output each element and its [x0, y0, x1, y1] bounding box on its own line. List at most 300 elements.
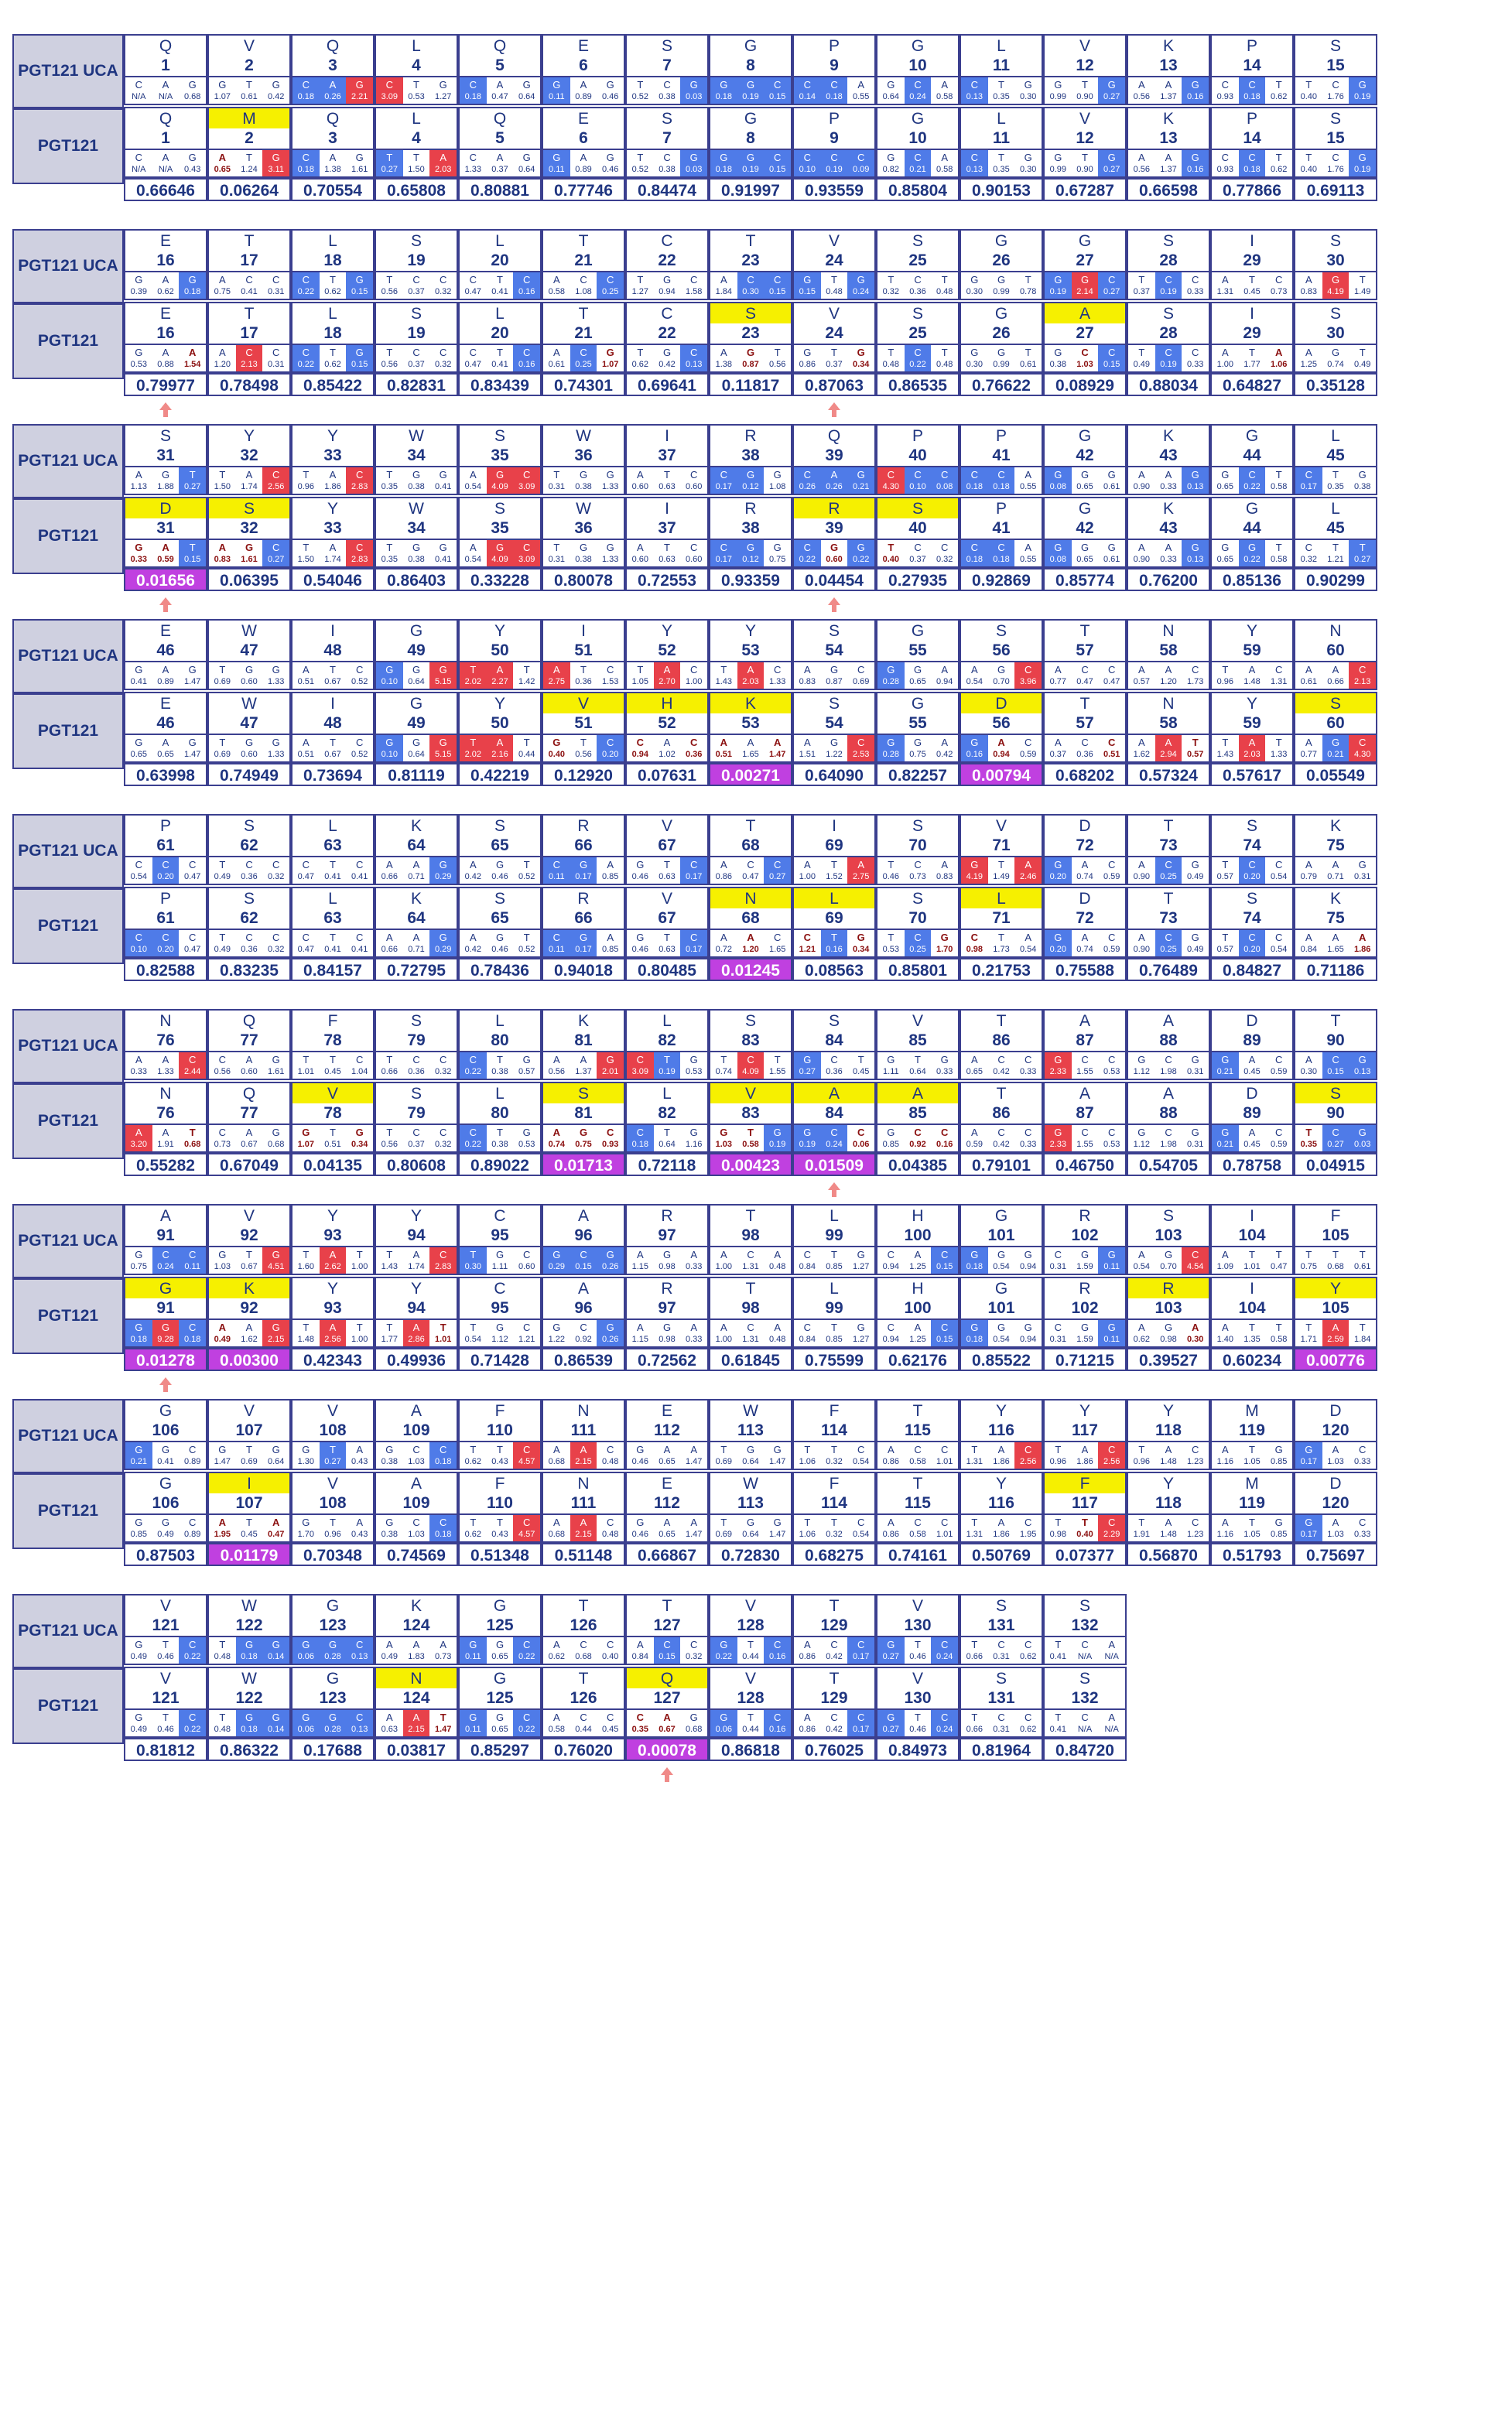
nucleotide-base: C [355, 542, 364, 553]
nucleotide [627, 1442, 654, 1469]
nucleotide-base: C [663, 1639, 671, 1650]
nucleotide [1182, 150, 1209, 176]
nucleotide-row [375, 1246, 458, 1275]
nucleotide [570, 272, 597, 299]
position-column [960, 1399, 1043, 1585]
amino-acid: P [792, 107, 876, 128]
nucleotide-score: 2.56 [324, 1335, 341, 1344]
nucleotide-row [709, 466, 792, 495]
nucleotide-score: 0.45 [324, 1067, 341, 1076]
nucleotide [570, 77, 597, 104]
nucleotide-base: A [470, 542, 477, 553]
nucleotide-score: 1.16 [1216, 1457, 1234, 1466]
nucleotide [209, 467, 236, 494]
nucleotide-row [375, 1636, 458, 1665]
nucleotide-score: 0.33 [130, 1067, 148, 1076]
position-score: 0.54046 [291, 568, 375, 591]
nucleotide-score: 0.54 [852, 1530, 870, 1539]
nucleotide-score: 0.59 [966, 1140, 983, 1149]
nucleotide-score: N/A [132, 92, 146, 101]
position-number: 41 [960, 518, 1043, 539]
nucleotide-base: G [830, 737, 839, 748]
nucleotide-base: A [663, 664, 671, 675]
nucleotide-score: 0.17 [852, 1652, 870, 1661]
nucleotide-base: G [997, 664, 1006, 675]
nucleotide-row [1294, 271, 1377, 300]
nucleotide-base: A [162, 152, 169, 163]
nucleotide-score: 0.49 [381, 1652, 399, 1661]
nucleotide-base: C [830, 1639, 838, 1650]
nucleotide-row [207, 344, 291, 373]
nucleotide [346, 735, 373, 761]
nucleotide-score: 0.37 [491, 165, 508, 174]
position-score: 0.87063 [792, 373, 876, 396]
nucleotide-base: G [746, 469, 755, 481]
nucleotide-base: C [914, 1517, 922, 1528]
position-number: 131 [960, 1688, 1043, 1708]
amino-acid: A [1127, 1082, 1210, 1103]
nucleotide-base: T [831, 859, 837, 870]
amino-acid: Y [291, 1277, 375, 1298]
nucleotide [680, 345, 707, 371]
nucleotide [460, 1247, 487, 1274]
nucleotide-base: A [1138, 1322, 1145, 1333]
nucleotide [1072, 1710, 1099, 1736]
nucleotide [513, 150, 540, 176]
position-number: 6 [542, 128, 625, 149]
nucleotide-score: 0.17 [685, 872, 703, 881]
nucleotide [429, 1515, 457, 1541]
mutated-amino-acid: D [960, 692, 1043, 713]
nucleotide-row [291, 1051, 375, 1080]
nucleotide-base: C [636, 1054, 645, 1065]
nucleotide-base: T [1025, 274, 1031, 286]
nucleotide-row [124, 929, 207, 958]
nucleotide-score: 1.70 [936, 945, 953, 954]
nucleotide [847, 1515, 874, 1541]
nucleotide [847, 150, 874, 176]
position-score: 0.84720 [1043, 1738, 1127, 1761]
nucleotide [1098, 1125, 1125, 1151]
nucleotide-base: A [470, 932, 477, 943]
nucleotide-base: C [1191, 664, 1199, 675]
nucleotide-base: C [1332, 1054, 1339, 1065]
position-score: 0.05549 [1294, 763, 1377, 786]
position-score: 0.66867 [625, 1543, 709, 1566]
nucleotide-base: G [636, 859, 645, 870]
arrow-stem [163, 1384, 168, 1392]
nucleotide-base: T [831, 1517, 837, 1528]
nucleotide-score: 0.35 [1327, 482, 1344, 491]
nucleotide-score: 2.56 [1019, 1457, 1037, 1466]
position-number: 35 [458, 518, 542, 539]
nucleotide [931, 662, 958, 689]
nucleotide-score: 0.27 [1103, 92, 1120, 101]
nucleotide-score: 0.69 [214, 750, 231, 759]
nucleotide-row [792, 149, 876, 178]
nucleotide-score: 1.37 [1160, 165, 1177, 174]
position-score: 0.71186 [1294, 958, 1377, 981]
amino-acid: S [1294, 302, 1377, 323]
uca-position-number: 47 [207, 641, 291, 661]
nucleotide-base: G [857, 1249, 865, 1260]
nucleotide-score: 1.43 [1216, 750, 1234, 759]
nucleotide [1212, 150, 1239, 176]
position-number: 10 [876, 128, 960, 149]
uca-amino-acid: S [1127, 1204, 1210, 1226]
nucleotide [320, 1247, 347, 1274]
nucleotide-base: C [606, 1127, 614, 1138]
nucleotide [403, 662, 430, 689]
nucleotide-row [542, 539, 625, 568]
nucleotide [403, 735, 430, 761]
nucleotide-base: G [1191, 152, 1199, 163]
nucleotide-score: 0.59 [1019, 750, 1037, 759]
nucleotide-score: 0.33 [1160, 555, 1177, 564]
nucleotide [179, 930, 206, 956]
nucleotide-score: 0.29 [434, 945, 452, 954]
nucleotide-score: 0.56 [381, 1140, 399, 1149]
nucleotide-score: 0.19 [1353, 92, 1371, 101]
nucleotide-score: 0.37 [909, 555, 926, 564]
nucleotide-score: 0.17 [1300, 1457, 1318, 1466]
nucleotide-row [876, 271, 960, 300]
nucleotide-base: T [804, 1444, 811, 1455]
uca-position-number: 41 [960, 446, 1043, 466]
nucleotide-row [876, 856, 960, 885]
nucleotide-score: 0.54 [993, 1262, 1010, 1271]
nucleotide-score: 0.10 [909, 482, 926, 491]
uca-amino-acid: G [960, 1204, 1043, 1226]
nucleotide-score: 0.22 [518, 1725, 535, 1734]
nucleotide-base: A [804, 1639, 811, 1650]
nucleotide-score: 0.88 [157, 360, 174, 369]
uca-amino-acid: S [1043, 1594, 1127, 1616]
nucleotide-score: 0.19 [659, 1067, 676, 1076]
nucleotide-base: G [606, 1249, 614, 1260]
position-number: 97 [625, 1298, 709, 1318]
nucleotide-score: 0.62 [1133, 1335, 1151, 1344]
nucleotide-score: 0.32 [434, 1067, 452, 1076]
amino-acid: F [792, 1472, 876, 1493]
nucleotide-row [876, 1513, 960, 1543]
nucleotide-base: G [272, 737, 280, 748]
nucleotide-score: 1.47 [768, 1530, 786, 1539]
nucleotide-base: T [1275, 737, 1282, 748]
nucleotide-base: G [272, 1712, 280, 1723]
nucleotide-score: 0.46 [601, 165, 619, 174]
nucleotide-score: 1.00 [715, 1262, 733, 1271]
nucleotide-score: 0.33 [130, 555, 148, 564]
nucleotide-base: A [1025, 469, 1032, 481]
nucleotide-base: G [439, 469, 447, 481]
nucleotide [931, 1515, 958, 1541]
nucleotide-base: C [914, 932, 922, 943]
arrow-stem [832, 604, 836, 612]
nucleotide-score: 0.49 [1186, 945, 1204, 954]
nucleotide-base: G [495, 1322, 505, 1333]
nucleotide-base: T [330, 1517, 336, 1528]
position-column [1210, 814, 1294, 1000]
nucleotide-base: G [1331, 274, 1340, 286]
nucleotide [794, 272, 821, 299]
uca-amino-acid: W [709, 1399, 792, 1421]
nucleotide [1014, 345, 1042, 371]
nucleotide [1128, 930, 1155, 956]
nucleotide-base: C [522, 1249, 531, 1260]
nucleotide [460, 272, 487, 299]
nucleotide-score: 1.00 [1216, 360, 1234, 369]
nucleotide-base: G [606, 1322, 614, 1333]
nucleotide [764, 1052, 791, 1079]
nucleotide-base: A [553, 274, 560, 286]
nucleotide [737, 150, 765, 176]
uca-position-number: 59 [1210, 641, 1294, 661]
nucleotide-row [291, 539, 375, 568]
nucleotide [1182, 345, 1209, 371]
nucleotide-row [207, 1513, 291, 1543]
amino-acid: Q [291, 107, 375, 128]
nucleotide-score: 1.31 [742, 1335, 759, 1344]
position-column [458, 814, 542, 1000]
nucleotide-score: 5.15 [434, 677, 452, 686]
uca-amino-acid: A [542, 1204, 625, 1226]
nucleotide [737, 1320, 765, 1346]
uca-amino-acid: K [375, 814, 458, 836]
nucleotide-row [960, 76, 1043, 105]
nucleotide [487, 1637, 514, 1664]
nucleotide-score: 0.44 [742, 1725, 759, 1734]
nucleotide-base: C [1274, 664, 1283, 675]
position-number: 74 [1210, 908, 1294, 929]
nucleotide [376, 930, 403, 956]
nucleotide-score: 0.41 [491, 287, 508, 296]
position-column [1043, 814, 1127, 1000]
nucleotide-base: T [720, 664, 727, 675]
nucleotide [1155, 272, 1182, 299]
position-column [1294, 424, 1377, 610]
nucleotide-score: 0.25 [601, 287, 619, 296]
nucleotide-base: G [1107, 1249, 1116, 1260]
nucleotide-base: A [857, 79, 865, 91]
nucleotide-row [1127, 466, 1210, 495]
nucleotide [627, 150, 654, 176]
nucleotide-row [960, 1318, 1043, 1348]
nucleotide-base: G [1080, 469, 1090, 481]
nucleotide-score: 0.33 [1019, 1140, 1037, 1149]
nucleotide-base: A [1138, 932, 1145, 943]
nucleotide-score: 0.49 [214, 872, 231, 881]
nucleotide-score: 0.44 [575, 1725, 592, 1734]
uca-amino-acid: T [1127, 814, 1210, 836]
uca-position-number: 117 [1043, 1421, 1127, 1441]
nucleotide [737, 1515, 765, 1541]
nucleotide [737, 467, 765, 494]
nucleotide-base: A [1248, 1127, 1256, 1138]
nucleotide-score: 2.59 [1327, 1335, 1344, 1344]
nucleotide-base: C [1107, 1054, 1116, 1065]
nucleotide-base: C [830, 79, 838, 91]
nucleotide-base: T [303, 542, 310, 553]
nucleotide-base: A [135, 1127, 142, 1138]
amino-acid: Q [207, 1082, 291, 1103]
nucleotide-score: 0.68 [183, 92, 201, 101]
nucleotide-score: 0.15 [768, 165, 786, 174]
nucleotide-base: T [747, 1127, 754, 1138]
nucleotide [905, 345, 932, 371]
nucleotide [1182, 930, 1209, 956]
nucleotide-score: 0.56 [1133, 165, 1151, 174]
nucleotide-score: 0.62 [1019, 1725, 1037, 1734]
nucleotide-base: T [246, 1444, 252, 1455]
nucleotide-score: 0.30 [742, 287, 759, 296]
uca-position-number: 131 [960, 1616, 1043, 1636]
nucleotide [737, 930, 765, 956]
nucleotide-score: 0.30 [1300, 1067, 1318, 1076]
nucleotide-base: C [636, 1712, 645, 1723]
position-number: 121 [124, 1688, 207, 1708]
nucleotide-row [1127, 76, 1210, 105]
position-number: 132 [1043, 1688, 1127, 1708]
nucleotide-score: 5.15 [434, 750, 452, 759]
nucleotide-base: A [1222, 347, 1229, 358]
nucleotide-base: T [219, 469, 226, 481]
nucleotide-row [1043, 1246, 1127, 1275]
nucleotide-base: G [439, 79, 447, 91]
nucleotide-score: 1.01 [936, 1457, 953, 1466]
position-number: 114 [792, 1493, 876, 1513]
nucleotide [988, 1125, 1015, 1151]
nucleotide-base: C [218, 1127, 227, 1138]
nucleotide-base: C [857, 664, 865, 675]
nucleotide [125, 1442, 152, 1469]
nucleotide [513, 930, 540, 956]
nucleotide-base: G [495, 469, 505, 481]
nucleotide-score: 0.47 [464, 287, 482, 296]
uca-amino-acid: Y [960, 1399, 1043, 1421]
nucleotide-score: 0.62 [1270, 165, 1288, 174]
nucleotide-base: C [914, 79, 922, 91]
nucleotide-base: G [469, 1639, 477, 1650]
nucleotide-score: 0.62 [1019, 1652, 1037, 1661]
nucleotide-score: 0.37 [826, 360, 843, 369]
nucleotide-base: A [496, 79, 504, 91]
nucleotide [1014, 930, 1042, 956]
alignment-block [12, 619, 1377, 805]
uca-position-number: 76 [124, 1031, 207, 1051]
nucleotide [1155, 1320, 1182, 1346]
nucleotide-base: G [495, 542, 505, 553]
nucleotide-base: C [940, 469, 949, 481]
nucleotide [403, 1125, 430, 1151]
nucleotide-score: 0.90 [1076, 92, 1093, 101]
position-column [1127, 1009, 1210, 1195]
nucleotide-base: G [773, 1127, 782, 1138]
position-score: 0.87503 [124, 1543, 207, 1566]
nucleotide-score: 0.41 [491, 360, 508, 369]
nucleotide-base: T [497, 1444, 503, 1455]
nucleotide [905, 930, 932, 956]
nucleotide-base: A [553, 347, 560, 358]
nucleotide [794, 1052, 821, 1079]
nucleotide-row [1210, 1513, 1294, 1543]
nucleotide-score: 0.65 [491, 1725, 508, 1734]
nucleotide-score: 0.06 [297, 1725, 315, 1734]
nucleotide-score: 0.62 [324, 360, 341, 369]
nucleotide-score: 1.00 [685, 677, 703, 686]
nucleotide-row [1294, 1123, 1377, 1153]
amino-acid: N [1127, 692, 1210, 713]
nucleotide-score: 0.36 [575, 677, 592, 686]
nucleotide-base: G [689, 79, 698, 91]
nucleotide-base: T [303, 1322, 310, 1333]
nucleotide-score: 0.42 [993, 1067, 1010, 1076]
nucleotide-row [625, 466, 709, 495]
nucleotide [1212, 467, 1239, 494]
nucleotide-base: T [888, 932, 895, 943]
nucleotide-base: A [1165, 1444, 1172, 1455]
nucleotide-row [960, 1513, 1043, 1543]
nucleotide [961, 540, 988, 566]
nucleotide-score: 1.59 [1076, 1335, 1093, 1344]
nucleotide-base: C [747, 859, 754, 870]
nucleotide-base: G [1191, 79, 1199, 91]
nucleotide-base: G [803, 347, 812, 358]
nucleotide-score: 0.65 [659, 1457, 676, 1466]
nucleotide-base: T [1275, 1249, 1282, 1260]
position-score: 0.76622 [960, 373, 1043, 396]
nucleotide-base: A [1305, 859, 1312, 870]
nucleotide-row [458, 1246, 542, 1275]
nucleotide [877, 1515, 905, 1541]
nucleotide-base: G [272, 1249, 280, 1260]
nucleotide-score: 0.16 [826, 945, 843, 954]
nucleotide [1072, 1442, 1099, 1469]
nucleotide-score: 0.14 [267, 1725, 285, 1734]
nucleotide-row [458, 344, 542, 373]
nucleotide-score: 0.54 [1270, 945, 1288, 954]
position-number: 101 [960, 1298, 1043, 1318]
nucleotide-base: G [302, 1444, 310, 1455]
nucleotide-score: 1.52 [826, 872, 843, 881]
uca-position-number: 91 [124, 1226, 207, 1246]
nucleotide-base: G [218, 1249, 227, 1260]
nucleotide-score: 0.53 [408, 92, 425, 101]
nucleotide-score: 0.84 [799, 1335, 816, 1344]
nucleotide-score: 0.62 [464, 1530, 482, 1539]
nucleotide-score: 0.10 [130, 945, 148, 954]
nucleotide-score: 1.77 [381, 1335, 399, 1344]
nucleotide-score: 1.00 [715, 1335, 733, 1344]
nucleotide-score: 0.98 [966, 945, 983, 954]
nucleotide-row [709, 271, 792, 300]
amino-acid: L [375, 107, 458, 128]
nucleotide-score: 0.47 [742, 872, 759, 881]
nucleotide-score: 1.27 [434, 92, 452, 101]
position-score: 0.51148 [542, 1543, 625, 1566]
nucleotide-score: 0.11 [549, 872, 565, 881]
nucleotide-row [625, 1318, 709, 1348]
nucleotide-base: G [803, 1127, 812, 1138]
nucleotide-score: 0.46 [631, 1457, 649, 1466]
uca-amino-acid: S [960, 619, 1043, 641]
uca-amino-acid: Y [207, 424, 291, 446]
nucleotide [710, 467, 737, 494]
nucleotide-base: T [747, 1639, 754, 1650]
nucleotide-base: C [689, 469, 698, 481]
nucleotide [320, 1052, 347, 1079]
position-number: 106 [124, 1493, 207, 1513]
